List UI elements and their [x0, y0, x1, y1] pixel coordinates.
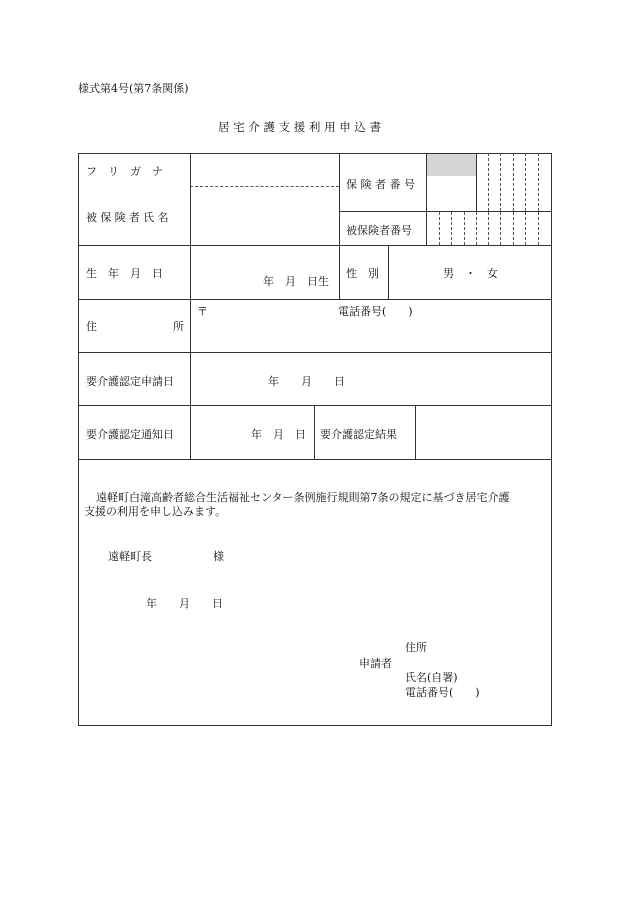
digit-box-divider [525, 153, 526, 211]
digit-box-divider [513, 153, 514, 211]
row-divider [78, 352, 552, 353]
phone-label: 電話番号( ) [338, 305, 413, 318]
insurer-number-input[interactable] [427, 177, 476, 211]
digit-box-divider [500, 153, 501, 211]
notice-date-value[interactable]: 年 月 日 [251, 428, 306, 441]
honorific: 様 [213, 550, 224, 563]
applicant-label: 申請者 [359, 657, 392, 670]
form-number: 様式第4号(第7条関係) [78, 82, 189, 95]
address-label-1: 住 [86, 320, 97, 333]
statement-line-2: 支援の利用を申し込みます。 [84, 505, 227, 518]
row-divider [78, 459, 552, 460]
birth-date-label: 生 年 月 日 [86, 267, 163, 280]
application-date-value[interactable]: 年 月 日 [268, 375, 345, 388]
insurer-number-divider [476, 153, 477, 211]
birth-date-value[interactable]: 年 月 日生 [263, 275, 329, 288]
postal-mark: 〒 [197, 305, 208, 318]
furigana-input[interactable] [191, 154, 339, 186]
shaded-cell [427, 154, 476, 176]
column-divider [388, 245, 389, 299]
notice-date-label: 要介護認定通知日 [86, 428, 174, 441]
gender-label: 性 別 [346, 267, 379, 280]
address-label-2: 所 [173, 320, 184, 333]
digit-box-divider [488, 153, 489, 211]
insurer-number-label: 保 険 者 番 号 [346, 178, 415, 191]
furigana-label: フ リ ガ ナ [86, 165, 163, 178]
insured-name-input[interactable] [191, 187, 339, 245]
column-divider [339, 153, 340, 299]
row-divider [78, 245, 552, 246]
gender-options[interactable]: 男 ・ 女 [443, 267, 498, 280]
form-title: 居 宅 介 護 支 援 利 用 申 込 書 [218, 120, 382, 134]
applicant-name-label: 氏名(自署) [405, 671, 458, 684]
certification-result-input[interactable] [416, 406, 552, 459]
applicant-address-label: 住所 [405, 641, 427, 654]
application-date-label: 要介護認定申請日 [86, 375, 174, 388]
column-divider [314, 405, 315, 459]
applicant-phone-label: 電話番号( ) [405, 686, 480, 699]
signature-date[interactable]: 年 月 日 [146, 597, 223, 610]
addressee: 遠軽町長 [108, 550, 152, 563]
insured-number-input[interactable] [427, 212, 552, 245]
statement-line-1: 遠軽町白滝高齢者総合生活福祉センター条例施行規則第7条の規定に基づき居宅介護 [96, 491, 510, 504]
insured-number-label: 被保険者番号 [346, 224, 412, 237]
certification-result-label: 要介護認定結果 [320, 428, 397, 441]
digit-box-divider [538, 153, 539, 211]
insured-name-label: 被保険者氏名 [86, 211, 172, 224]
